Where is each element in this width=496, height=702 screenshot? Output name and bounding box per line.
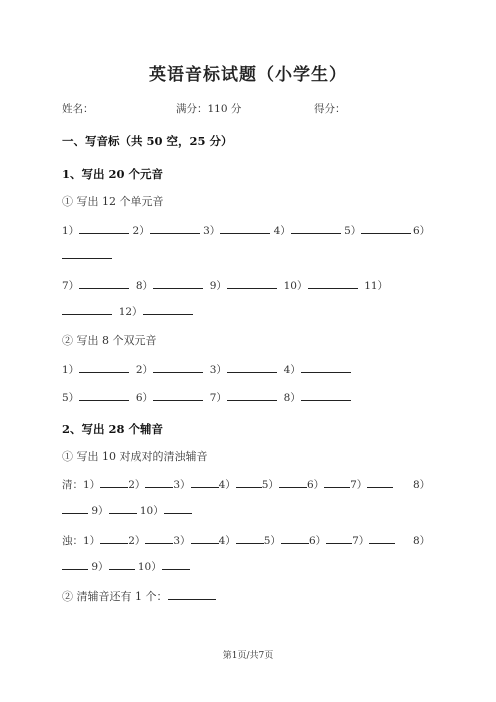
number-label: 5）	[261, 479, 279, 491]
section-heading: 一、写音标（共 50 空，25 分）	[62, 134, 233, 148]
answer-blank[interactable]	[301, 362, 351, 373]
answer-blank[interactable]	[153, 390, 203, 401]
item-diphthongs: ② 写出 8 个双元音	[62, 334, 157, 347]
answer-blank[interactable]	[191, 477, 219, 488]
number-label: 4）	[218, 535, 236, 547]
number-label: 1）	[62, 225, 80, 237]
answer-blank[interactable]	[100, 533, 128, 544]
number-label: 3）	[203, 225, 221, 237]
answer-line	[62, 304, 193, 319]
answer-blank[interactable]	[361, 223, 411, 234]
number-label: 1）	[62, 364, 80, 376]
answer-blank[interactable]	[150, 223, 200, 234]
voiceless-label: 清：	[62, 479, 83, 491]
answer-blank[interactable]	[79, 362, 129, 373]
number-label: 4）	[283, 364, 301, 376]
answer-blank[interactable]	[79, 278, 129, 289]
answer-blank[interactable]	[236, 477, 262, 488]
answer-line	[62, 362, 351, 377]
number-label: 7）	[350, 479, 368, 491]
answer-line	[62, 223, 411, 238]
answer-blank[interactable]	[100, 477, 128, 488]
number-label: 12）	[118, 306, 143, 318]
answer-blank[interactable]	[308, 278, 358, 289]
score-label: 得分：	[314, 103, 346, 115]
number-label: 5）	[344, 225, 362, 237]
answer-blank[interactable]	[369, 533, 395, 544]
answer-blank[interactable]	[62, 559, 88, 570]
answer-blank[interactable]	[145, 533, 173, 544]
number-label: 7）	[62, 280, 80, 292]
number-label: 6）	[135, 392, 154, 404]
answer-blank[interactable]	[324, 477, 350, 488]
number-label: 1）	[83, 479, 101, 491]
subsection-vowels: 1、写出 20 个元音	[62, 167, 164, 181]
answer-blank[interactable]	[301, 390, 351, 401]
number-label: 8）	[135, 280, 154, 292]
answer-blank[interactable]	[164, 503, 192, 514]
full-score: 满分：110 分	[176, 103, 242, 115]
answer-line	[62, 559, 190, 574]
answer-line	[62, 390, 351, 405]
answer-blank[interactable]	[162, 559, 190, 570]
number-label: 9）	[209, 280, 227, 292]
number-label: 10）	[139, 505, 164, 517]
answer-blank[interactable]	[291, 223, 341, 234]
number-label: 6）	[413, 225, 431, 237]
answer-blank[interactable]	[227, 390, 277, 401]
number-label: 10）	[283, 280, 308, 292]
number-label: 10）	[137, 561, 162, 573]
number-label: 3）	[173, 535, 191, 547]
number-label: 1）	[83, 535, 101, 547]
answer-blank[interactable]	[145, 477, 173, 488]
answer-blank[interactable]	[220, 223, 270, 234]
answer-blank[interactable]	[62, 248, 112, 259]
number-label: 8）	[413, 535, 431, 547]
number-label: 3）	[209, 364, 227, 376]
answer-blank[interactable]	[236, 533, 264, 544]
answer-blank[interactable]	[227, 362, 277, 373]
answer-blank[interactable]	[367, 477, 393, 488]
page-title: 英语音标试题（小学生）	[149, 65, 347, 85]
number-label: 6）	[306, 479, 325, 491]
answer-blank[interactable]	[109, 559, 135, 570]
answer-blank[interactable]	[62, 503, 88, 514]
number-label: 8）	[413, 479, 431, 491]
number-label: 7）	[209, 392, 227, 404]
item-consonant-pairs: ① 写出 10 对成对的清浊辅音	[62, 450, 208, 463]
number-label: 4）	[273, 225, 291, 237]
answer-line	[62, 278, 388, 293]
number-label: 4）	[218, 479, 236, 491]
answer-line	[62, 248, 112, 262]
item-extra-voiceless: ② 清辅音还有 1 个：	[62, 590, 168, 603]
number-label: 2）	[135, 364, 154, 376]
number-label: 6）	[308, 535, 327, 547]
answer-line	[62, 588, 216, 604]
answer-blank[interactable]	[153, 278, 203, 289]
answer-blank[interactable]	[62, 304, 112, 315]
name-label: 姓名：	[62, 103, 94, 115]
answer-blank[interactable]	[326, 533, 352, 544]
number-label: 9）	[91, 505, 109, 517]
answer-line-voiced	[62, 533, 395, 548]
number-label: 5）	[62, 392, 80, 404]
answer-blank[interactable]	[191, 533, 219, 544]
subsection-consonants: 2、写出 28 个辅音	[62, 422, 164, 436]
number-label: 5）	[263, 535, 281, 547]
answer-blank[interactable]	[281, 533, 309, 544]
number-label: 3）	[173, 479, 191, 491]
answer-blank[interactable]	[143, 304, 193, 315]
answer-blank[interactable]	[79, 390, 129, 401]
number-label: 2）	[132, 225, 150, 237]
answer-blank[interactable]	[227, 278, 277, 289]
answer-line-voiceless	[62, 477, 393, 492]
answer-blank[interactable]	[279, 477, 307, 488]
page-footer: 第1页/共7页	[222, 651, 274, 661]
number-label: 9）	[91, 561, 109, 573]
number-label: 11）	[364, 280, 389, 292]
answer-line	[62, 503, 192, 518]
number-label: 8）	[283, 392, 301, 404]
answer-blank[interactable]	[153, 362, 203, 373]
answer-blank[interactable]	[109, 503, 137, 514]
number-label: 7）	[352, 535, 370, 547]
answer-blank[interactable]	[168, 589, 216, 600]
number-label: 2）	[128, 535, 146, 547]
answer-blank[interactable]	[79, 223, 129, 234]
number-label: 2）	[128, 479, 146, 491]
voiced-label: 浊：	[62, 535, 83, 547]
item-monophthongs: ① 写出 12 个单元音	[62, 195, 164, 208]
